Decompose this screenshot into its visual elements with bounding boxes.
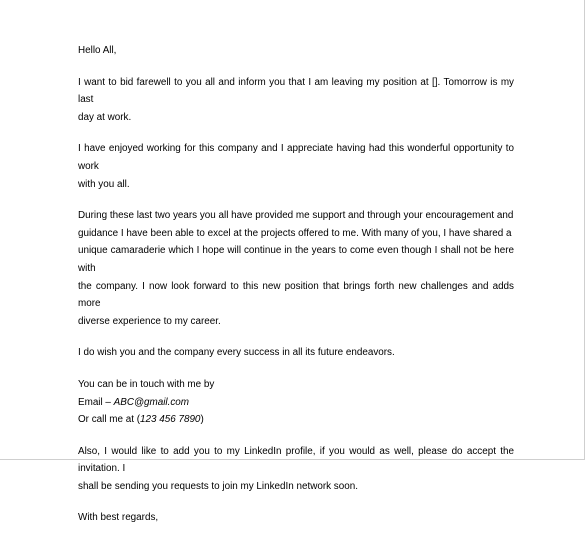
paragraph-line: guidance I have been able to excel at the projects offered to me. With many of you, I have shared a xyxy=(78,227,512,239)
contact-email-line xyxy=(78,394,514,412)
closing-text: With best regards, xyxy=(78,512,159,524)
paragraph-farewell xyxy=(78,74,514,127)
closing xyxy=(78,509,514,527)
email-address: ABC@gmail.com xyxy=(113,396,189,408)
paragraph-line: with you all. xyxy=(78,178,130,190)
paragraph-wishes xyxy=(78,344,514,362)
paragraph-line: I do wish you and the company every success in all its future endeavors. xyxy=(78,347,395,359)
paragraph-linkedin xyxy=(78,443,514,496)
paragraph-line: Also, I would like to add you to my LinkedIn profile, if you would as well, please do accept the invitation. I xyxy=(78,445,514,475)
paragraph-support xyxy=(78,207,514,330)
email-label: Email – xyxy=(78,396,114,408)
farewell-letter xyxy=(78,42,514,541)
paragraph-line: day at work. xyxy=(78,111,132,123)
paragraph-line: diverse experience to my career. xyxy=(78,315,221,327)
phone-number: 123 456 7890 xyxy=(140,414,201,426)
contact-intro: You can be in touch with me by xyxy=(78,378,215,390)
greeting-text: Hello All, xyxy=(78,45,117,56)
phone-label: Or call me at ( xyxy=(78,414,141,426)
paragraph-line: the company. I now look forward to this new position that brings forth new challenges and adds more xyxy=(78,280,514,310)
contact-phone-line xyxy=(78,411,514,429)
paragraph-line: shall be sending you requests to join my LinkedIn network soon. xyxy=(78,480,358,492)
paragraph-appreciation xyxy=(78,140,514,193)
contact-block xyxy=(78,376,514,429)
paragraph-line: I want to bid farewell to you all and inform you that I am leaving my position at []. Tomorrow is my last xyxy=(78,76,514,106)
paragraph-line: During these last two years you all have provided me support and through your encouragement and xyxy=(78,210,514,222)
paragraph-line: unique camaraderie which I hope will continue in the years to come even though I shall not be here with xyxy=(78,245,514,274)
paragraph-line: I have enjoyed working for this company and I appreciate having had this wonderful opportunity to work xyxy=(78,143,514,172)
greeting xyxy=(78,42,514,60)
phone-close-paren: ) xyxy=(200,414,204,426)
